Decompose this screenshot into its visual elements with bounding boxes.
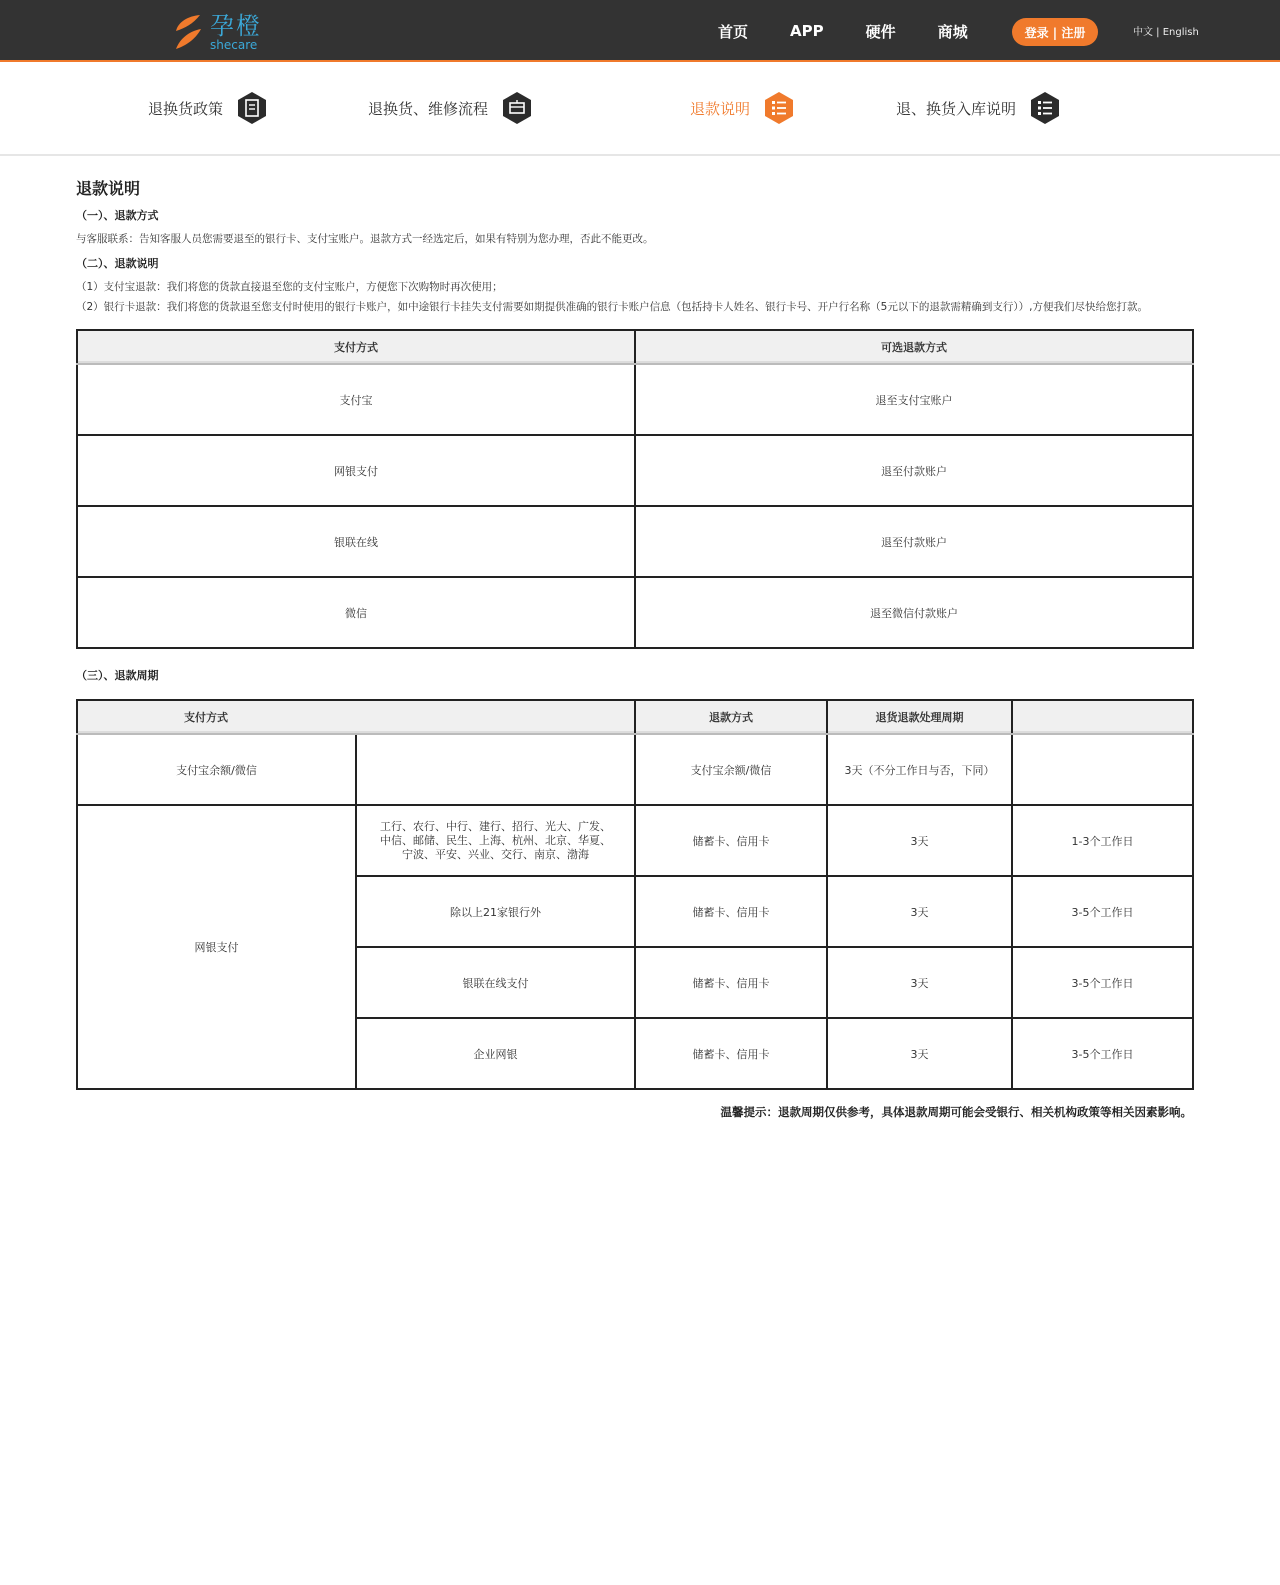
table-cell: 支付宝余额/微信	[635, 734, 827, 805]
tab-refund-info[interactable]	[690, 90, 796, 126]
section-refund-method-title: （一）、退款方式	[76, 209, 159, 222]
table-row	[77, 734, 1193, 805]
site-logo[interactable]	[170, 10, 262, 54]
table-cell: 3天	[827, 805, 1012, 876]
nav-shop[interactable]: 商城	[937, 22, 968, 41]
table-cell: 3-5个工作日	[1012, 876, 1193, 947]
table-cell: 银联在线	[77, 506, 635, 577]
table-cell: 储蓄卡、信用卡	[635, 876, 827, 947]
nav-home[interactable]: 首页	[718, 22, 749, 41]
section-refund-info-title: （二）、退款说明	[76, 257, 159, 270]
table-row	[77, 506, 1193, 577]
table-cell: 网银支付	[77, 435, 635, 506]
table-cell: 3天	[827, 1018, 1012, 1089]
tab-label: 退款说明	[690, 99, 751, 118]
table-cell: 3天	[827, 876, 1012, 947]
table-header-cell: 支付方式	[77, 700, 635, 734]
table-row	[77, 577, 1193, 648]
table-header-cell: 可选退款方式	[635, 330, 1193, 364]
login-register-button[interactable]: 登录 | 注册	[1012, 18, 1098, 46]
language-switch[interactable]: 中文 | English	[1133, 27, 1199, 38]
tab-warehouse-info[interactable]	[896, 90, 1062, 126]
table-header-row	[77, 330, 1193, 364]
nav-app[interactable]: APP	[790, 22, 824, 40]
table-cell: 1-3个工作日	[1012, 805, 1193, 876]
table-cell: 储蓄卡、信用卡	[635, 1018, 827, 1089]
section-refund-cycle-title: （三）、退款周期	[76, 669, 159, 682]
tab-repair-process[interactable]	[368, 90, 534, 126]
table-cell: 3-5个工作日	[1012, 1018, 1193, 1089]
top-navigation-bar	[0, 0, 1280, 62]
logo-text-cn: 孕橙	[210, 11, 262, 40]
page-title: 退款说明	[76, 179, 141, 198]
table-cell: 支付宝余额/微信	[77, 734, 356, 805]
list-hex-icon	[762, 91, 796, 125]
table-header-row	[77, 700, 1193, 734]
section-refund-method-text: 与客服联系：告知客服人员您需要退至的银行卡、支付宝账户。退款方式一经选定后，如果有特别为您办理，否此不能更改。	[76, 233, 654, 245]
refund-cycle-note: 温馨提示：退款周期仅供参考，具体退款周期可能会受银行、相关机构政策等相关因素影响。	[720, 1105, 1192, 1119]
table-cell: 3天	[827, 947, 1012, 1018]
table-cell: 退至支付宝账户	[635, 364, 1193, 435]
tab-label: 退换货、维修流程	[368, 99, 489, 118]
tab-label: 退、换货入库说明	[896, 99, 1017, 118]
table-cell: 除以上21家银行外	[356, 876, 635, 947]
table-cell: 3天（不分工作日与否，下同）	[827, 734, 1012, 805]
refund-cycle-table	[76, 699, 1194, 1090]
table-cell	[1012, 734, 1193, 805]
table-cell: 储蓄卡、信用卡	[635, 947, 827, 1018]
logo-text-en: shecare	[210, 37, 258, 52]
refund-method-table	[76, 329, 1194, 649]
list-hex-icon	[1028, 91, 1062, 125]
tab-label: 退换货政策	[148, 99, 224, 118]
logo-mark-icon	[170, 12, 206, 52]
table-cell: 退至微信付款账户	[635, 577, 1193, 648]
table-header-cell: 退货退款处理周期	[827, 700, 1012, 734]
tab-return-policy[interactable]	[148, 90, 269, 126]
table-cell	[356, 734, 635, 805]
table-cell: 3-5个工作日	[1012, 947, 1193, 1018]
refund-content	[76, 176, 1192, 1120]
table-header-cell: 退款方式	[635, 700, 827, 734]
table-cell: 银联在线支付	[356, 947, 635, 1018]
table-header-cell: 支付方式	[77, 330, 635, 364]
table-cell: 微信	[77, 577, 635, 648]
table-header-cell	[1012, 700, 1193, 734]
refund-info-bankcard: （2）银行卡退款：我们将您的货款退至您支付时使用的银行卡账户，如中途银行卡挂失支付需要如期提供准确的银行卡账户信息（包括持卡人姓名、银行卡号、开户行名称（5元以下的退款需精确到支行））,方便我们尽快给您打款。	[76, 301, 1148, 313]
table-cell: 支付宝	[77, 364, 635, 435]
table-cell: 退至付款账户	[635, 435, 1193, 506]
refund-info-alipay: （1）支付宝退款：我们将您的货款直接退至您的支付宝账户，方便您下次购物时再次使用；	[76, 281, 503, 293]
table-cell: 网银支付	[77, 805, 356, 1089]
table-cell: 企业网银	[356, 1018, 635, 1089]
table-cell: 工行、农行、中行、建行、招行、光大、广发、中信、邮储、民生、上海、杭州、北京、华夏、宁波、平安、兴业、交行、南京、渤海	[356, 805, 635, 876]
table-row	[77, 364, 1193, 435]
main-nav	[718, 0, 1010, 62]
table-cell: 退至付款账户	[635, 506, 1193, 577]
document-hex-icon	[235, 91, 269, 125]
service-tabs	[0, 64, 1280, 156]
table-row	[77, 435, 1193, 506]
process-hex-icon	[500, 91, 534, 125]
table-row	[77, 805, 1193, 876]
table-cell: 储蓄卡、信用卡	[635, 805, 827, 876]
nav-hardware[interactable]: 硬件	[865, 22, 896, 41]
